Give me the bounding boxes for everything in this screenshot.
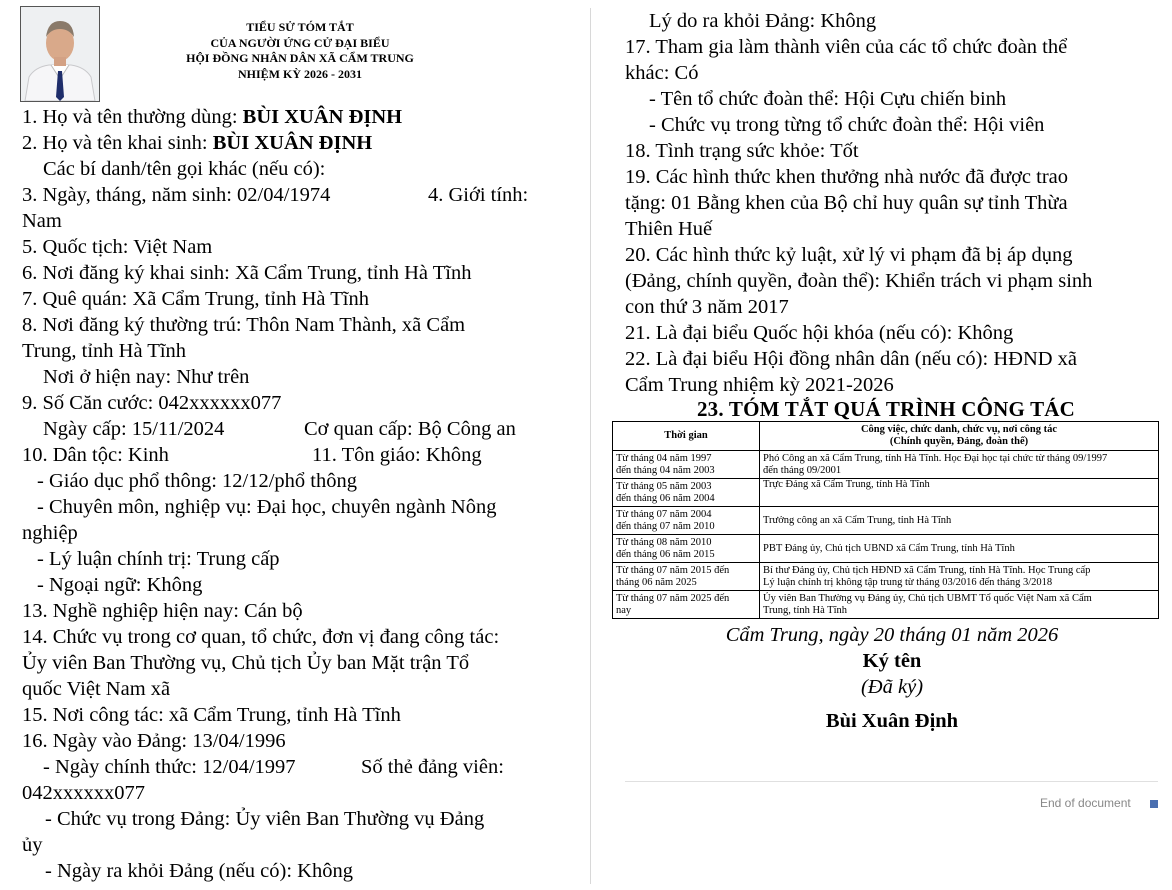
column-header-time: Thời gian (613, 422, 760, 451)
table-cell-work (760, 535, 1159, 563)
time-from: Từ tháng 07 năm 2025 đến (616, 592, 730, 604)
table-row (613, 563, 1159, 591)
table-row (613, 451, 1159, 479)
table-cell-time (613, 507, 760, 535)
table-cell-work (760, 479, 1159, 507)
id-issuer: Cơ quan cấp: Bộ Công an (304, 418, 516, 440)
header-line-3: HỘI ĐỒNG NHÂN DÂN XÃ CẨM TRUNG (186, 51, 414, 65)
nationality: 5. Quốc tịch: Việt Nam (22, 236, 213, 258)
item-1 (22, 104, 402, 130)
party-position: - Chức vụ trong Đảng: Ủy viên Ban Thường vụ Đảng (45, 808, 485, 830)
birth-registration-place: 6. Nơi đăng ký khai sinh: Xã Cẩm Trung, tỉnh Hà Tĩnh (22, 262, 472, 284)
discipline: 20. Các hình thức kỷ luật, xử lý vi phạm đã bị áp dụng (625, 244, 1073, 266)
item-2-label: 2. Họ và tên khai sinh: (22, 132, 213, 154)
current-position: 14. Chức vụ trong cơ quan, tổ chức, đơn vị đang công tác: (22, 626, 500, 648)
id-number: 9. Số Căn cước: 042xxxxxx077 (22, 392, 282, 414)
alias-line: Các bí danh/tên gọi khác (nếu có): (43, 158, 326, 180)
table-cell-time (613, 591, 760, 619)
table-cell-time (613, 535, 760, 563)
council-delegate: 22. Là đại biểu Hội đồng nhân dân (nếu có): HĐND xã (625, 348, 1078, 370)
party-official-date: - Ngày chính thức: 12/04/1997 (43, 756, 296, 778)
work-line-2: đến tháng 09/2001 (763, 464, 842, 476)
ethnicity: 10. Dân tộc: Kinh (22, 444, 169, 466)
time-from: Từ tháng 05 năm 2003 (616, 480, 712, 492)
document-header (160, 20, 440, 82)
item-1-label: 1. Họ và tên thường dùng: (22, 106, 243, 128)
column-header-work-line2: (Chính quyền, Đảng, đoàn thể) (889, 436, 1029, 447)
time-to: tháng 06 năm 2025 (616, 576, 697, 588)
signer-name: Bùi Xuân Định (825, 710, 959, 732)
table-cell-time (613, 479, 760, 507)
time-from: Từ tháng 04 năm 1997 (616, 452, 712, 464)
council-delegate-cont: Cẩm Trung nhiệm kỳ 2021-2026 (625, 374, 894, 396)
table-cell-time (613, 563, 760, 591)
party-card-label: Số thẻ đảng viên: (361, 756, 504, 778)
permanent-residence-cont: Trung, tỉnh Hà Tĩnh (22, 340, 187, 362)
awards: 19. Các hình thức khen thưởng nhà nước đã được trao (625, 166, 1069, 188)
table-row (613, 591, 1159, 619)
header-line-2: CỦA NGƯỜI ỨNG CỬ ĐẠI BIỂU (210, 35, 390, 50)
hometown: 7. Quê quán: Xã Cẩm Trung, tỉnh Hà Tĩnh (22, 288, 369, 310)
work-line-1: Trưởng công an xã Cẩm Trung, tỉnh Hà Tĩnh (763, 514, 952, 526)
discipline-cont-2: con thứ 3 năm 2017 (625, 296, 789, 318)
item-17-cont: khác: Có (625, 62, 699, 84)
time-to: đến tháng 06 năm 2015 (616, 548, 715, 560)
work-history-heading: 23. TÓM TẮT QUÁ TRÌNH CÔNG TÁC (696, 397, 1076, 421)
table-cell-work (760, 591, 1159, 619)
political-theory: - Lý luận chính trị: Trung cấp (37, 548, 280, 570)
table-row (613, 479, 1159, 507)
time-from: Từ tháng 07 năm 2015 đến (616, 564, 730, 576)
table-cell-work (760, 451, 1159, 479)
table-row (613, 507, 1159, 535)
specialization-cont: nghiệp (22, 522, 78, 544)
religion: 11. Tôn giáo: Không (312, 444, 482, 466)
birth-name: BÙI XUÂN ĐỊNH (212, 132, 373, 154)
specialization: - Chuyên môn, nghiệp vụ: Đại học, chuyên ngành Nông (37, 496, 497, 518)
party-leave-reason: Lý do ra khỏi Đảng: Không (649, 10, 877, 32)
time-to: đến tháng 04 năm 2003 (616, 464, 715, 476)
time-from: Từ tháng 07 năm 2004 (616, 508, 712, 520)
end-of-document-rule (625, 781, 1158, 782)
party-position-cont: ủy (22, 834, 43, 856)
current-position-cont-2: quốc Việt Nam xã (22, 678, 171, 700)
work-line-1: Ủy viên Ban Thường vụ Đảng ủy, Chủ tịch UBMT Tổ quốc Việt Nam xã Cẩm (763, 592, 1092, 604)
work-line-2: Trung, tỉnh Hà Tĩnh (763, 604, 848, 616)
work-line-1: Phó Công an xã Cẩm Trung, tỉnh Hà Tĩnh. Học Đại học tại chức từ tháng 09/1997 (763, 452, 1108, 464)
party-leave-date: - Ngày ra khỏi Đảng (nếu có): Không (45, 860, 353, 882)
awards-cont-1: tặng: 01 Bằng khen của Bộ chỉ huy quân sự tỉnh Thừa (625, 192, 1068, 214)
portrait-photo (20, 6, 100, 102)
party-card-number: 042xxxxxx077 (22, 782, 145, 804)
table-cell-work (760, 563, 1159, 591)
column-header-work-line1: Công việc, chức danh, chức vụ, nơi công tác (860, 424, 1058, 435)
column-header-work (760, 422, 1159, 451)
awards-cont-2: Thiên Huế (625, 218, 713, 240)
header-line-1: TIỂU SỬ TÓM TẮT (246, 20, 354, 34)
work-line-1: PBT Đảng ủy, Chủ tịch UBND xã Cẩm Trung, tỉnh Hà Tĩnh (763, 542, 1015, 554)
general-education: - Giáo dục phổ thông: 12/12/phổ thông (37, 470, 358, 492)
signed-note: (Đã ký) (860, 676, 924, 698)
gender-value: Nam (22, 210, 62, 232)
common-name: BÙI XUÂN ĐỊNH (242, 106, 403, 128)
table-header-row (613, 422, 1159, 451)
column-divider (590, 8, 591, 884)
work-line-2: Lý luận chính trị không tập trung từ tháng 03/2016 đến tháng 3/2018 (763, 576, 1053, 588)
work-line-1: Trực Đảng xã Cẩm Trung, tỉnh Hà Tĩnh (763, 479, 930, 490)
date-of-birth: 3. Ngày, tháng, năm sinh: 02/04/1974 (22, 184, 331, 206)
current-residence: Nơi ở hiện nay: Như trên (43, 366, 250, 388)
time-to: đến tháng 07 năm 2010 (616, 520, 715, 532)
party-join-date: 16. Ngày vào Đảng: 13/04/1996 (22, 730, 286, 752)
organization-name: - Tên tổ chức đoàn thể: Hội Cựu chiến binh (649, 88, 1007, 110)
foreign-language: - Ngoại ngữ: Không (37, 574, 203, 596)
table-cell-time (613, 451, 760, 479)
item-2 (22, 130, 372, 156)
workplace: 15. Nơi công tác: xã Cẩm Trung, tỉnh Hà Tĩnh (22, 704, 401, 726)
header-line-4: NHIỆM KỲ 2026 - 2031 (238, 66, 362, 81)
gender-label: 4. Giới tính: (428, 184, 529, 206)
time-to: đến tháng 06 năm 2004 (616, 492, 715, 504)
permanent-residence: 8. Nơi đăng ký thường trú: Thôn Nam Thành, xã Cẩm (22, 314, 466, 336)
place-and-date: Cẩm Trung, ngày 20 tháng 01 năm 2026 (725, 624, 1059, 646)
id-issue-date: Ngày cấp: 15/11/2024 (43, 418, 225, 440)
national-assembly-delegate: 21. Là đại biểu Quốc hội khóa (nếu có): Không (625, 322, 1014, 344)
discipline-cont-1: (Đảng, chính quyền, đoàn thể): Khiển trách vi phạm sinh (625, 270, 1093, 292)
work-line-1: Bí thư Đảng ủy, Chủ tịch HĐND xã Cẩm Trung, tỉnh Hà Tĩnh. Học Trung cấp (763, 564, 1091, 576)
time-from: Từ tháng 08 năm 2010 (616, 536, 712, 548)
health-status: 18. Tình trạng sức khỏe: Tốt (625, 140, 859, 162)
item-17: 17. Tham gia làm thành viên của các tổ chức đoàn thể (625, 36, 1068, 58)
work-history-table (612, 421, 1159, 619)
time-to: nay (616, 604, 632, 616)
end-of-document-label: End of document (1040, 796, 1131, 810)
current-position-cont-1: Ủy viên Ban Thường vụ, Chủ tịch Ủy ban Mặt trận Tổ (22, 652, 470, 674)
table-cell-work (760, 507, 1159, 535)
organization-role: - Chức vụ trong từng tổ chức đoàn thể: Hội viên (649, 114, 1045, 136)
signature-label: Ký tên (862, 650, 922, 672)
end-of-document-marker-icon (1150, 800, 1158, 808)
table-row (613, 535, 1159, 563)
occupation: 13. Nghề nghiệp hiện nay: Cán bộ (22, 600, 303, 622)
